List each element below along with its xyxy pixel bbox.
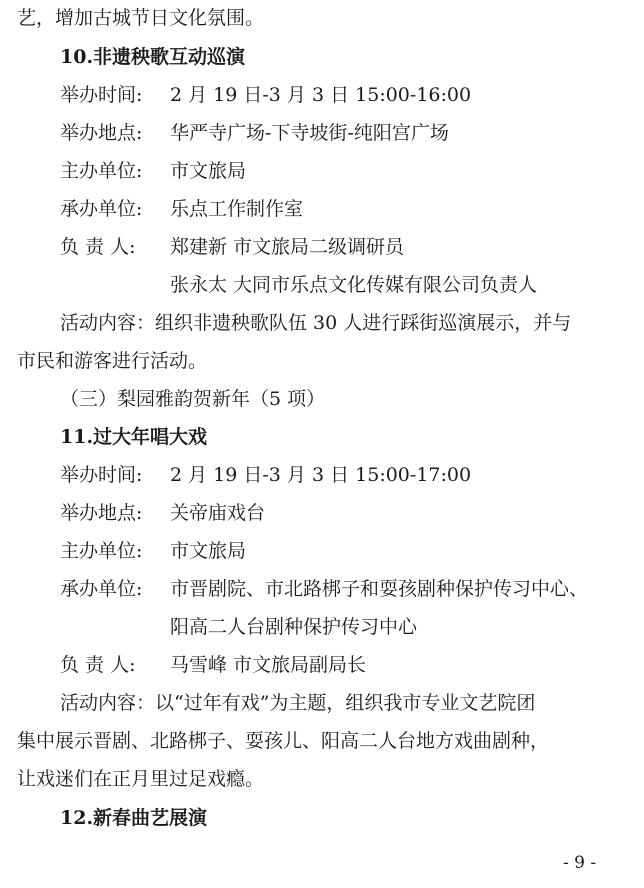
item-10-content-line-1: 活动内容：组织非遗秧歌队伍 30 人进行踩街巡演展示，并与 [60, 312, 572, 334]
item-10-host-label: 主办单位: [60, 160, 143, 182]
item-10-organizer-label: 承办单位: [60, 198, 143, 220]
item-10-organizer-row [60, 197, 142, 221]
intro-tail-text: 艺，增加古城节日文化氛围。 [17, 7, 265, 29]
item-11-time-value: 2 月 19 日-3 月 3 日 15:00-17:00 [170, 464, 472, 486]
item-11-place-row [60, 501, 142, 525]
item-10-time-value: 2 月 19 日-3 月 3 日 15:00-16:00 [170, 84, 472, 106]
item-10-leader-value-1: 郑建新 市文旅局二级调研员 [170, 236, 405, 258]
section-3-heading: （三）梨园雅韵贺新年（5 项） [60, 388, 326, 410]
item-11-organizer-row [60, 577, 142, 601]
item-10-leader-value-2: 张永太 大同市乐点文化传媒有限公司负责人 [170, 274, 538, 296]
item-10-leader-row [60, 235, 135, 259]
item-11-organizer-label: 承办单位: [60, 578, 143, 600]
item-10-leader-label: 负 责 人: [60, 236, 136, 258]
item-10-title: 10.非遗秧歌互动巡演 [60, 46, 246, 68]
item-11-place-label: 举办地点: [60, 502, 143, 524]
item-11-host-label: 主办单位: [60, 540, 143, 562]
item-11-host-value: 市文旅局 [170, 540, 247, 562]
item-11-content-line-2: 集中展示晋剧、北路梆子、耍孩儿、阳高二人台地方戏曲剧种， [17, 730, 550, 752]
item-11-host-row [60, 539, 142, 563]
item-10-organizer-value: 乐点工作制作室 [170, 198, 304, 220]
item-10-content-line-2: 市民和游客进行活动。 [17, 350, 208, 372]
item-11-organizer-value-2: 阳高二人台剧种保护传习中心 [170, 616, 418, 638]
item-11-place-value: 关帝庙戏台 [170, 502, 266, 524]
item-10-place-row [60, 121, 142, 145]
item-11-content-line-1: 活动内容：以“过年有戏”为主题，组织我市专业文艺院团 [60, 692, 536, 714]
item-11-organizer-value-1: 市晋剧院、市北路梆子和耍孩剧种保护传习中心、 [170, 578, 589, 600]
item-11-leader-row [60, 653, 135, 677]
item-10-host-row [60, 159, 142, 183]
item-11-title: 11.过大年唱大戏 [60, 426, 208, 448]
item-10-host-value: 市文旅局 [170, 160, 247, 182]
item-11-time-row [60, 463, 142, 487]
item-12-title: 12.新春曲艺展演 [60, 807, 208, 829]
item-10-time-row [60, 83, 142, 107]
item-11-content-line-3: 让戏迷们在正月里过足戏瘾。 [17, 768, 265, 790]
item-10-place-label: 举办地点: [60, 122, 143, 144]
page-number: - 9 - [563, 853, 597, 873]
item-10-place-value: 华严寺广场-下寺坡街-纯阳宫广场 [170, 122, 449, 144]
item-10-time-label: 举办时间: [60, 84, 143, 106]
item-11-leader-value: 马雪峰 市文旅局副局长 [170, 654, 367, 676]
item-11-leader-label: 负 责 人: [60, 654, 136, 676]
item-11-time-label: 举办时间: [60, 464, 143, 486]
